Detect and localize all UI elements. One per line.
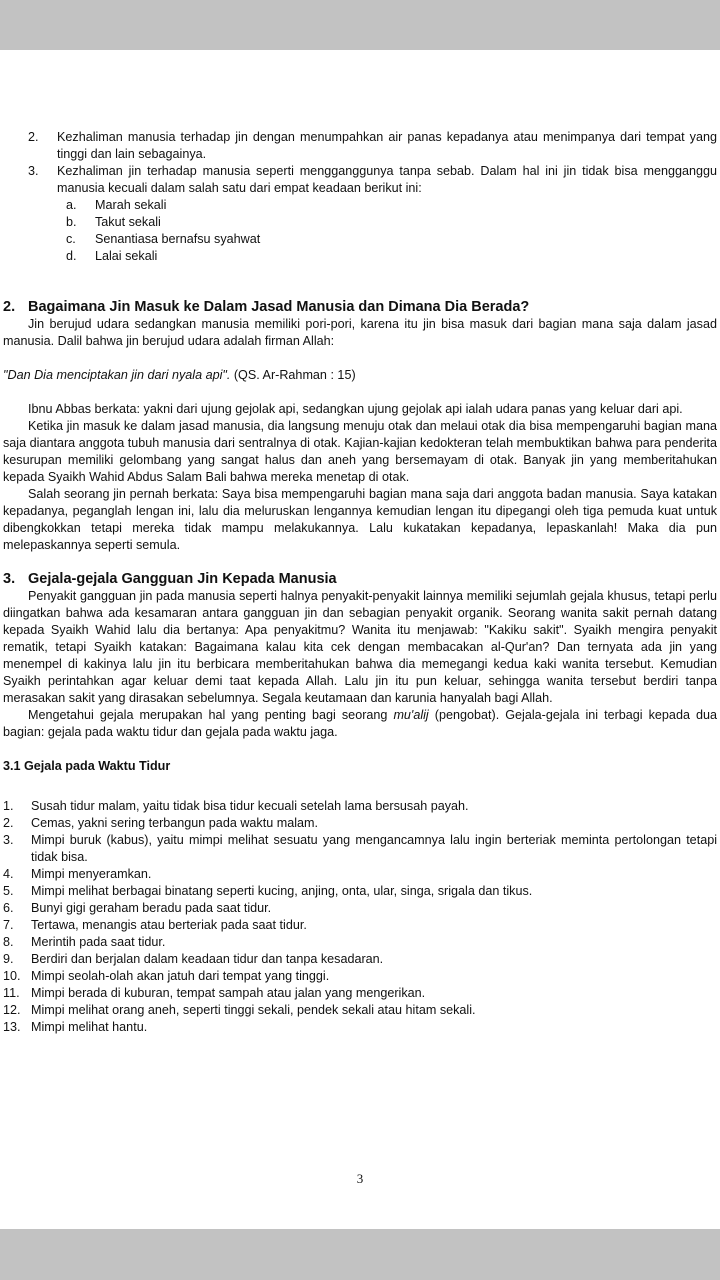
document-page[interactable] <box>0 50 720 1229</box>
quran-quote: "Dan Dia menciptakan jin dari nyala api". <box>3 368 231 382</box>
list-number: 2. <box>28 130 39 144</box>
list-text: Takut sekali <box>95 215 161 229</box>
list-letter: b. <box>66 215 77 229</box>
list-number: 13. <box>3 1020 21 1034</box>
list-number: 10. <box>3 969 21 983</box>
list-text: Bunyi gigi geraham beradu pada saat tidur. <box>31 901 272 915</box>
paragraph: Salah seorang jin pernah berkata: Saya bisa mempengaruhi bagian mana saja dari anggota badan manusia. Saya katakan kepadanya, peganglah lengan ini, lalu dia meluruskan lengannya kemudian lengan itu dipegangi oleh tiga pemuda kuat untuk dibengkokkan tetapi mereka tidak mampu melakukannya. Lalu kukatakan kepadanya, lepaskanlah! Maka dia pun melepaskannya seperti semula. <box>3 487 717 552</box>
list-text: Kezhaliman jin terhadap manusia seperti mengganggunya tanpa sebab. Dalam hal ini jin tidak bisa mengganggu manusia kecuali dalam salah satu dari empat keadaan berikut ini: <box>57 164 717 195</box>
section-3-heading <box>3 570 717 588</box>
paragraph <box>3 707 717 741</box>
paragraph: Ketika jin masuk ke dalam jasad manusia, dia langsung menuju otak dan melaui otak dia bisa mempengaruhi bagian mana saja diantara anggota tubuh manusia dari sentralnya di otak. Kajian-kajian kedokteran telah membuktikan bahwa para penderita kesurupan memiliki gelombang yang sangat halus dan aneh yang bersemayam di otak. Banyak jin yang memberitahukan kepada Syaikh Wahid Abdus Salam Bali bahwa mereka menetap di otak. <box>3 419 717 484</box>
list-text: Susah tidur malam, yaitu tidak bisa tidur kecuali setelah lama bersusah payah. <box>31 799 469 813</box>
list-item <box>3 968 717 985</box>
list-text: Marah sekali <box>95 198 167 212</box>
list-text: Mimpi berada di kuburan, tempat sampah atau jalan yang mengerikan. <box>31 986 426 1000</box>
list-item <box>3 214 717 231</box>
list-item <box>3 985 717 1002</box>
lettered-sub-list <box>3 197 717 265</box>
list-item <box>3 1019 717 1036</box>
list-text: Lalai sekali <box>95 249 158 263</box>
list-item <box>3 951 717 968</box>
list-item <box>3 197 717 214</box>
paragraph: Jin berujud udara sedangkan manusia memiliki pori-pori, karena itu jin bisa masuk dari bagian mana saja dalam jasad manusia. Dalil bahwa jin berujud udara adalah firman Allah: <box>3 317 717 348</box>
italic-term: mu'alij <box>393 708 429 722</box>
list-item <box>3 798 717 815</box>
list-number: 2. <box>3 816 14 830</box>
list-text: Kezhaliman manusia terhadap jin dengan menumpahkan air panas kepadanya atau menimpanya dari tempat yang tinggi dan lain sebagainya. <box>57 130 717 161</box>
list-item <box>3 815 717 832</box>
list-letter: d. <box>66 249 77 263</box>
subsection-heading: 3.1 Gejala pada Waktu Tidur <box>3 759 171 773</box>
list-item <box>3 832 717 866</box>
list-item <box>3 231 717 248</box>
list-text: Mimpi melihat berbagai binatang seperti kucing, anjing, onta, ular, singa, srigala dan tikus. <box>31 884 533 898</box>
bottom-bar <box>0 1229 720 1280</box>
list-item <box>3 1002 717 1019</box>
list-number: 1. <box>3 799 14 813</box>
paragraph: Ibnu Abbas berkata: yakni dari ujung gejolak api, sedangkan ujung gejolak api ialah udara panas yang keluar dari api. <box>28 402 683 416</box>
list-item <box>3 934 717 951</box>
list-item <box>3 917 717 934</box>
heading-text: Bagaimana Jin Masuk ke Dalam Jasad Manusia dan Dimana Dia Berada? <box>28 299 530 315</box>
list-number: 12. <box>3 1003 21 1017</box>
heading-number: 2. <box>3 299 16 315</box>
list-text: Mimpi menyeramkan. <box>31 867 152 881</box>
numbered-list-top <box>3 129 717 197</box>
list-text: Tertawa, menangis atau berteriak pada saat tidur. <box>31 918 307 932</box>
heading-number: 3. <box>3 571 16 587</box>
list-item <box>3 866 717 883</box>
list-number: 5. <box>3 884 14 898</box>
list-number: 3. <box>3 833 14 847</box>
list-number: 8. <box>3 935 14 949</box>
list-number: 7. <box>3 918 14 932</box>
paragraph: Penyakit gangguan jin pada manusia seperti halnya penyakit-penyakit lainnya memiliki sejumlah gejala khusus, tetapi perlu diingatkan bahwa ada kesamaran antara gangguan jin dan sebagian penyakit organik. Seorang wanita sakit pernah datang kepada Syaikh Wahid lalu dia bertanya: Apa penyakitmu? Wanita itu menjawab: "Kakiku sakit". Syaikh mengira penyakit rematik, tetapi Syaikh katakan: Bagaimana kalau kita cek dengan membacakan al-Qur'an? Dan ternyata ada jin yang menempel di kakinya lalu jin itu berbicara memberitahukan bahwa dia memegangi kedua kaki wanita tersebut. Kemudian Syaikh perintahkan agar keluar demi taat kepada Allah. Lalu jin itu pun keluar, sehingga wanita tersebut berdiri tanpa merasakan sakit yang dirasakan sebelumnya. Segala keutamaan dan karunia hanyalah bagi Allah. <box>3 589 717 705</box>
list-text: Mimpi melihat hantu. <box>31 1020 148 1034</box>
list-text: Mimpi seolah-olah akan jatuh dari tempat yang tinggi. <box>31 969 330 983</box>
list-item <box>3 900 717 917</box>
list-text: Berdiri dan berjalan dalam keadaan tidur dan tanpa kesadaran. <box>31 952 384 966</box>
list-text: Cemas, yakni sering terbangun pada waktu malam. <box>31 816 319 830</box>
list-text: Mimpi melihat orang aneh, seperti tinggi sekali, pendek sekali atau hitam sekali. <box>31 1003 476 1017</box>
list-item <box>3 248 717 265</box>
quote-reference: (QS. Ar-Rahman : 15) <box>230 368 356 382</box>
symptom-list <box>3 798 717 1036</box>
list-text: Senantiasa bernafsu syahwat <box>95 232 261 246</box>
heading-text: Gejala-gejala Gangguan Jin Kepada Manusia <box>28 571 337 587</box>
page-content <box>3 129 717 1036</box>
top-bar <box>0 0 720 50</box>
list-letter: c. <box>66 232 76 246</box>
section-2-heading <box>3 298 717 316</box>
list-number: 6. <box>3 901 14 915</box>
list-item <box>3 129 717 163</box>
list-item <box>3 883 717 900</box>
quote-paragraph <box>3 367 717 384</box>
list-number: 11. <box>3 986 20 1000</box>
list-item <box>3 163 717 197</box>
text-run: (pengobat). Gejala-gejala ini terbagi kepada dua bagian: gejala pada waktu tidur dan gejala pada waktu jaga. <box>3 708 717 739</box>
list-letter: a. <box>66 198 77 212</box>
list-number: 9. <box>3 952 14 966</box>
list-text: Mimpi buruk (kabus), yaitu mimpi melihat sesuatu yang mengancamnya lalu ingin berteriak meminta pertolongan tetapi tidak bisa. <box>31 833 717 864</box>
text-run: Mengetahui gejala merupakan hal yang penting bagi seorang <box>28 708 394 722</box>
page-number: 3 <box>356 1171 364 1186</box>
list-number: 3. <box>28 164 39 178</box>
list-text: Merintih pada saat tidur. <box>31 935 166 949</box>
list-number: 4. <box>3 867 14 881</box>
